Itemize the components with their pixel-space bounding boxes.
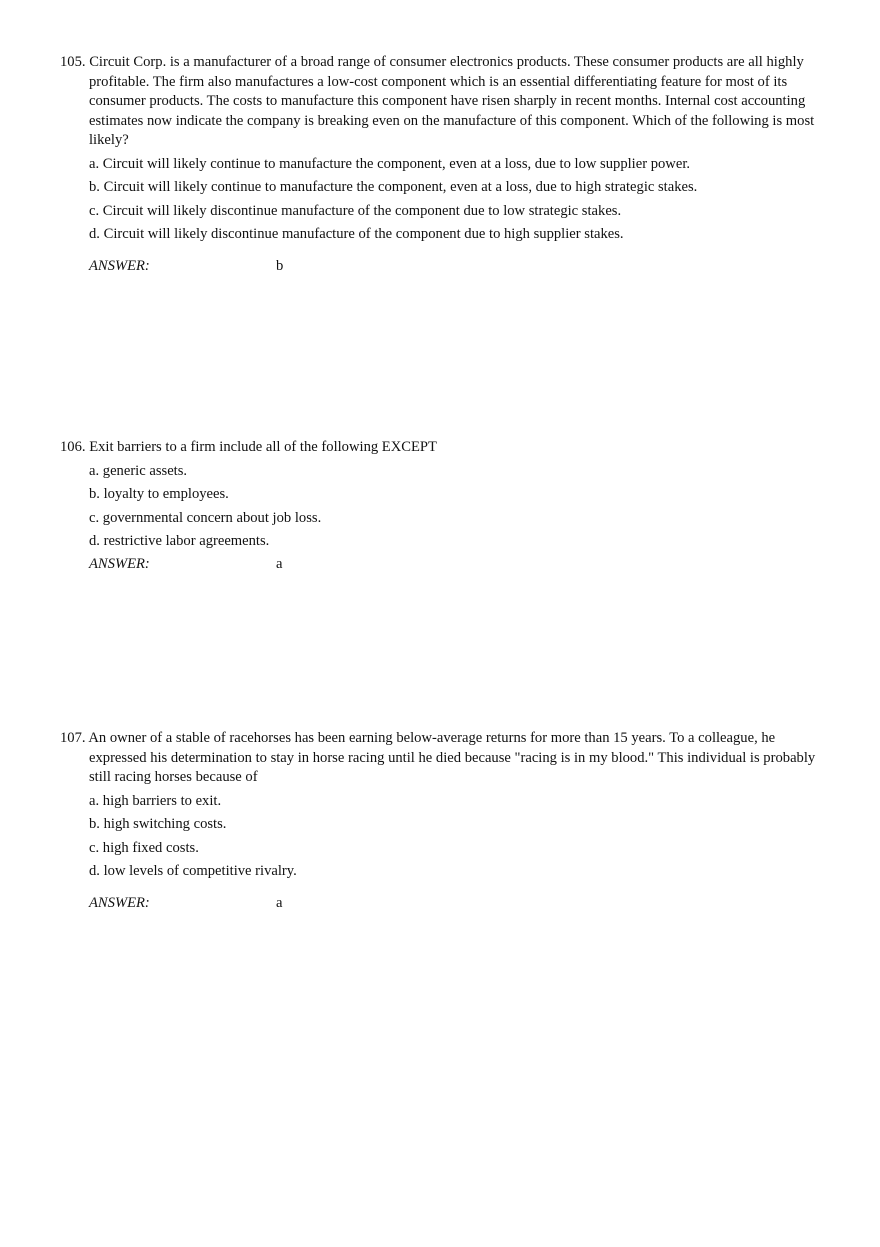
option-c: c. governmental concern about job loss. bbox=[89, 509, 322, 526]
question-text: An owner of a stable of racehorses has been earning below-average returns for more than 15 years. To a colleague, he expressed his determination to stay in horse racing until he died because "racing is in my blood." This individual is probably still racing horses because of bbox=[88, 730, 816, 785]
option-c: c. Circuit will likely discontinue manufacture of the component due to low strategic stakes. bbox=[89, 202, 622, 219]
question-stem bbox=[60, 53, 820, 151]
option-list bbox=[60, 792, 820, 882]
option-list bbox=[60, 155, 820, 245]
option-list bbox=[60, 462, 820, 552]
option-d: d. low levels of competitive rivalry. bbox=[89, 863, 297, 879]
question-text: Circuit Corp. is a manufacturer of a broad range of consumer electronics products. These consumer products are all highly profitable. The firm also manufactures a low-cost component which is an essential differentiating feature for most of its consumer products. The costs to manufacture this component have risen sharply in recent months. Internal cost accounting estimates now indicate the company is breaking even on the manufacture of this component. Which of the following is most likely? bbox=[89, 54, 815, 148]
option-d: d. Circuit will likely discontinue manufacture of the component due to high supplier stakes. bbox=[89, 226, 624, 242]
answer-row bbox=[60, 257, 820, 277]
option-c: c. high fixed costs. bbox=[89, 839, 199, 856]
answer-value: a bbox=[276, 555, 283, 572]
option-d: d. restrictive labor agreements. bbox=[89, 533, 270, 549]
option-a: a. high barriers to exit. bbox=[89, 792, 222, 809]
question-number: 106. bbox=[60, 439, 86, 455]
question-text: Exit barriers to a firm include all of the following EXCEPT bbox=[89, 439, 437, 455]
question-stem bbox=[60, 729, 820, 788]
answer-value: b bbox=[276, 257, 284, 274]
answer-label: ANSWER: bbox=[89, 894, 150, 911]
answer-value: a bbox=[276, 894, 283, 911]
option-b: b. high switching costs. bbox=[89, 816, 227, 832]
question-stem bbox=[60, 438, 820, 458]
option-b: b. loyalty to employees. bbox=[89, 486, 229, 502]
question-number: 105. bbox=[60, 54, 86, 70]
option-a: a. generic assets. bbox=[89, 462, 188, 479]
option-b: b. Circuit will likely continue to manufacture the component, even at a loss, due to high strategic stakes. bbox=[89, 179, 698, 195]
question-number: 107. bbox=[60, 730, 86, 746]
answer-label: ANSWER: bbox=[89, 257, 150, 274]
question-105 bbox=[60, 53, 820, 277]
question-106 bbox=[60, 438, 820, 575]
answer-row bbox=[60, 555, 820, 575]
answer-label: ANSWER: bbox=[89, 555, 150, 572]
answer-row bbox=[60, 894, 820, 914]
question-107 bbox=[60, 729, 820, 914]
option-a: a. Circuit will likely continue to manufacture the component, even at a loss, due to low supplier power. bbox=[89, 155, 691, 172]
